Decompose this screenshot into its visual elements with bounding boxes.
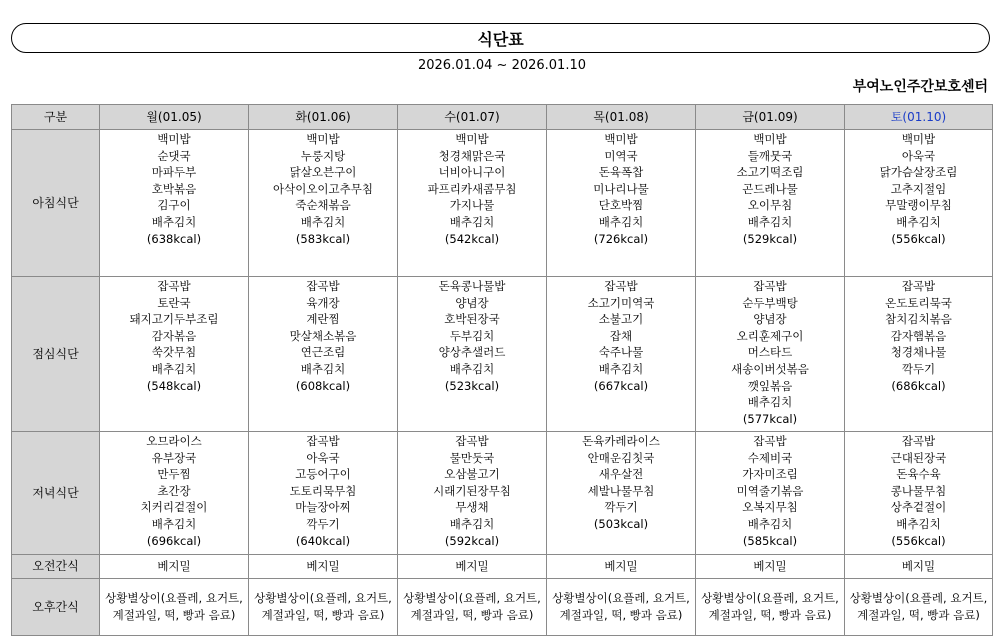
menu-item: 연근조림 [300,345,346,360]
menu-item: 배추김치 [151,214,197,229]
row-label-dinner: 저녁식단 [12,432,100,555]
breakfast-menu-cell [845,130,993,277]
menu-item: 돼지고기두부조림 [129,312,219,327]
menu-item: 소고기미역국 [587,295,655,310]
menu-item: 가자미조림 [742,467,798,482]
menu-item: (548kcal) [146,378,202,393]
menu-item: (686kcal) [891,378,946,393]
menu-item: 상추겉절이 [890,500,947,515]
menu-item: 배추김치 [747,395,793,410]
am-snack-cell: 베지밀 [249,555,398,579]
menu-table [11,104,993,636]
menu-item: 배추김치 [747,214,793,229]
menu-item: 아욱국 [901,148,936,163]
menu-item: 미역줄기볶음 [736,483,804,498]
menu-item: 너비아니구이 [438,165,506,180]
menu-item: 잡곡밥 [901,434,936,448]
pm-snack-cell: 상황별상이(요플레, 요거트, 계절과일, 떡, 빵과 음료) [696,579,845,636]
menu-item: 초간장 [157,483,191,498]
row-label-breakfast: 아침식단 [12,130,100,277]
menu-item: 배추김치 [747,516,793,531]
dinner-menu-cell [696,432,845,555]
title-text: 식단표 [477,29,524,49]
menu-item: 새송이버섯볶음 [731,361,809,376]
menu-item: 머스타드 [747,345,793,360]
menu-item: 누룽지탕 [300,148,346,163]
menu-item: 세발나물무침 [587,483,655,498]
menu-item: (638kcal) [146,231,202,246]
menu-item: 닭살오븐구이 [289,165,357,180]
am-snack-cell: 베지밀 [845,555,993,579]
menu-item: 새우살전 [598,467,644,482]
menu-item: (577kcal) [742,411,798,426]
dinner-menu-cell [845,432,993,555]
menu-item: 배추김치 [598,214,644,229]
menu-item: 청경채나물 [890,345,947,360]
breakfast-menu-cell [696,130,845,277]
menu-item: 오삼불고기 [444,467,500,482]
breakfast-menu-cell [100,130,249,277]
menu-item: 잡곡밥 [753,434,787,448]
menu-item: 배추김치 [896,516,941,531]
menu-item: 잡곡밥 [306,279,340,293]
am-snack-cell: 베지밀 [696,555,845,579]
header-day-mon: 월(01.05) [100,105,249,130]
menu-item: 가지나물 [449,198,495,213]
menu-item: 돈육콩나물밥 [438,279,506,293]
header-day-tue: 화(01.06) [249,105,398,130]
menu-item: 육개장 [306,295,340,310]
menu-item: 아삭이오이고추무침 [273,181,373,196]
menu-item: 백미밥 [901,132,936,146]
menu-item: 호박볶음 [151,181,197,196]
menu-item: 도토리묵무침 [289,483,357,498]
menu-item: (542kcal) [444,231,500,246]
menu-item: 돈육폭찹 [598,165,644,180]
menu-item: (667kcal) [593,378,649,393]
menu-item: 마늘장아찌 [295,500,351,515]
lunch-menu-cell [845,277,993,432]
menu-item: 깻잎볶음 [747,378,793,393]
menu-item: 배추김치 [300,214,346,229]
header-day-sat: 토(01.10) [845,105,993,130]
menu-item: 무말랭이무침 [885,198,952,213]
menu-item: (523kcal) [444,378,500,393]
menu-item: (503kcal) [593,516,649,531]
menu-item: 잡곡밥 [455,434,489,448]
menu-item: 쑥갓무침 [151,345,197,360]
menu-item: 백미밥 [455,132,489,146]
menu-item: 근대된장국 [890,450,947,465]
menu-item: 콩나물무침 [890,483,947,498]
page-title [11,23,990,53]
header-day-fri: 금(01.09) [696,105,845,130]
menu-item: 고등어구이 [295,467,351,482]
menu-item: 배추김치 [449,214,495,229]
menu-item: 순댓국 [157,148,191,163]
menu-item: 잡곡밥 [901,279,936,293]
menu-item: 고추지절임 [890,181,947,196]
menu-item: 백미밥 [306,132,340,146]
menu-item: 감자볶음 [151,328,197,343]
menu-item: 들깨뭇국 [747,148,793,163]
am-snack-cell: 베지밀 [100,555,249,579]
menu-item: (608kcal) [295,378,351,393]
menu-item: 잡곡밥 [157,279,191,293]
lunch-menu-cell [398,277,547,432]
breakfast-menu-cell [547,130,696,277]
menu-item: 백미밥 [753,132,787,146]
menu-item: 안매운김칫국 [587,450,655,465]
am-snack-cell: 베지밀 [547,555,696,579]
menu-item: 청경채맑은국 [438,148,506,163]
lunch-menu-cell [696,277,845,432]
menu-item: 순두부백탕 [742,295,798,310]
menu-item: (640kcal) [295,533,351,548]
dinner-menu-cell [547,432,696,555]
menu-item: 김구이 [157,198,191,213]
menu-item: 곤드레나물 [742,181,798,196]
menu-item: 잡곡밥 [753,279,787,293]
menu-item: 돈육카레라이스 [582,434,660,448]
breakfast-row [12,130,993,277]
dinner-row [12,432,993,555]
lunch-menu-cell [547,277,696,432]
menu-item: 소고기떡조림 [736,165,804,180]
lunch-menu-cell [100,277,249,432]
menu-item: 깍두기 [306,516,340,531]
pm-snack-cell: 상황별상이(요플레, 요거트, 계절과일, 떡, 빵과 음료) [100,579,249,636]
date-range: 2026.01.04 ~ 2026.01.10 [417,58,587,73]
menu-item: 백미밥 [604,132,638,146]
pm-snack-cell: 상황별상이(요플레, 요거트, 계절과일, 떡, 빵과 음료) [845,579,993,636]
menu-item: 배추김치 [449,361,495,376]
menu-item: 배추김치 [896,214,941,229]
menu-item: 배추김치 [598,361,644,376]
menu-item: 돈육수육 [896,467,941,482]
menu-item: 시래기된장무침 [433,483,511,498]
menu-item: 단호박찜 [598,198,644,213]
menu-item: 양념장 [455,295,489,310]
menu-item: 배추김치 [449,516,495,531]
menu-item: 수제비국 [747,450,793,465]
breakfast-menu-cell [249,130,398,277]
menu-item: 배추김치 [151,361,197,376]
menu-item: 참치김치볶음 [885,312,952,327]
menu-item: (529kcal) [742,231,798,246]
menu-item: 잡곡밥 [306,434,340,448]
menu-item: 양념장 [753,312,787,327]
menu-item: 깍두기 [901,361,936,376]
menu-item: 맛살채소볶음 [289,328,357,343]
menu-item: 오리훈제구이 [736,328,804,343]
menu-item: 배추김치 [151,516,197,531]
menu-item: 두부김치 [449,328,495,343]
menu-item: (726kcal) [593,231,649,246]
dinner-menu-cell [398,432,547,555]
menu-item: 만두찜 [157,467,191,482]
menu-item: 오이무침 [747,198,793,213]
menu-item: 오복지무침 [742,500,798,515]
menu-item: 잡채 [609,328,633,343]
lunch-row [12,277,993,432]
menu-item: 온도토리묵국 [885,295,952,310]
menu-item: 감자햄볶음 [890,328,947,343]
menu-item: 깍두기 [604,500,638,515]
menu-item: 잡곡밥 [604,279,638,293]
menu-item: 오므라이스 [146,434,202,448]
menu-item: 죽순채볶음 [295,198,351,213]
pm-snack-cell: 상황별상이(요플레, 요거트, 계절과일, 떡, 빵과 음료) [398,579,547,636]
menu-item: 백미밥 [157,132,191,146]
menu-item: 아욱국 [306,450,340,465]
menu-item: 물만둣국 [449,450,495,465]
dinner-menu-cell [100,432,249,555]
menu-item: 무생채 [455,500,489,515]
header-row [12,105,993,130]
header-day-thu: 목(01.08) [547,105,696,130]
menu-item: 토란국 [157,295,191,310]
menu-item: 계란찜 [306,312,340,327]
row-label-lunch: 점심식단 [12,277,100,432]
menu-item: (556kcal) [891,533,946,548]
menu-item: 파프리카새콤무침 [427,181,517,196]
menu-item: 호박된장국 [444,312,500,327]
pm-snack-cell: 상황별상이(요플레, 요거트, 계절과일, 떡, 빵과 음료) [249,579,398,636]
menu-item: (592kcal) [444,533,500,548]
menu-item: 소불고기 [598,312,644,327]
menu-item: 닭가슴살장조림 [879,165,958,180]
menu-item: (696kcal) [146,533,202,548]
header-day-wed: 수(01.07) [398,105,547,130]
menu-item: (556kcal) [891,231,946,246]
row-label-pm-snack: 오후간식 [12,579,100,636]
breakfast-menu-cell [398,130,547,277]
menu-item: 치커리겉절이 [140,500,208,515]
am-snack-row [12,555,993,579]
menu-item: 미나리나물 [593,181,649,196]
menu-item: 미역국 [604,148,638,163]
pm-snack-row [12,579,993,636]
header-category: 구분 [12,105,100,130]
menu-item: 양상추샐러드 [438,345,506,360]
row-label-am-snack: 오전간식 [12,555,100,579]
am-snack-cell: 베지밀 [398,555,547,579]
menu-item: 마파두부 [151,165,197,180]
menu-item: (583kcal) [295,231,351,246]
center-name: 부여노인주간보호센터 [852,79,988,95]
dinner-menu-cell [249,432,398,555]
pm-snack-cell: 상황별상이(요플레, 요거트, 계절과일, 떡, 빵과 음료) [547,579,696,636]
menu-item: 숙주나물 [598,345,644,360]
menu-item: 유부장국 [151,450,197,465]
menu-item: (585kcal) [742,533,798,548]
lunch-menu-cell [249,277,398,432]
menu-item: 배추김치 [300,361,346,376]
